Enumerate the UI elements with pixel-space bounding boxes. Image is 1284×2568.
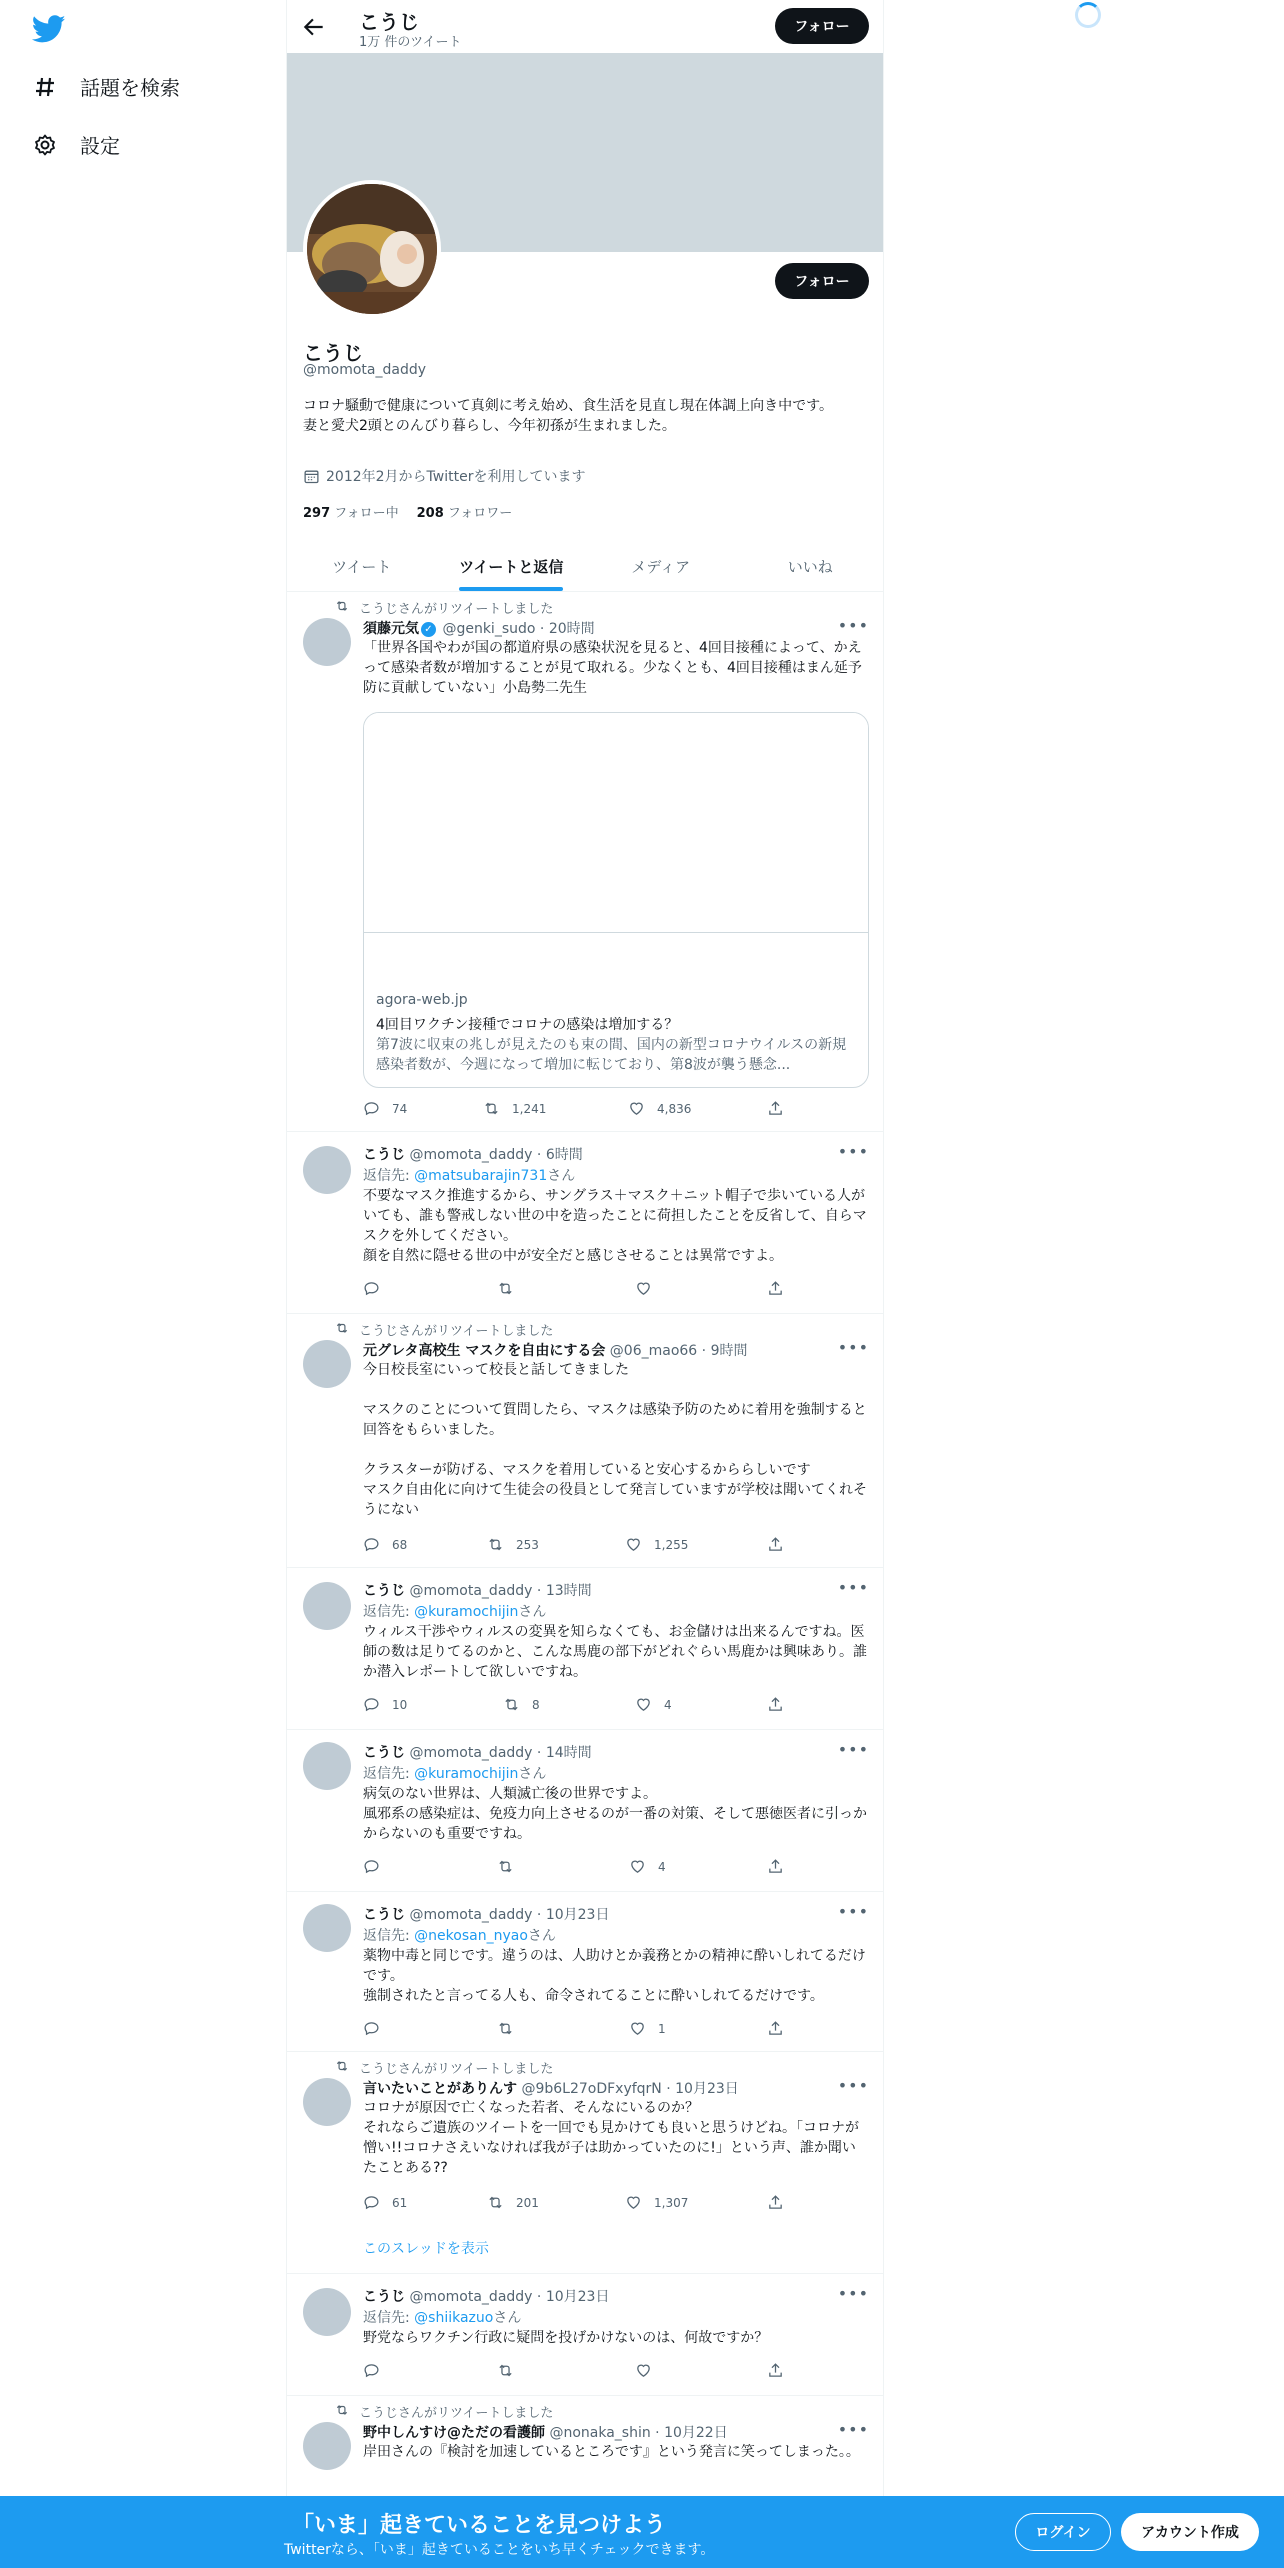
twitter-logo-icon[interactable] [32, 12, 66, 46]
bottom-bar-subtitle: Twitterなら、「いま」起きていることをいち早くチェックできます。 [284, 2542, 715, 2558]
retweet-icon [335, 599, 349, 617]
share-icon [767, 1280, 784, 1297]
author-name[interactable]: 元グレタ高校生 マスクを自由にする会 [363, 1343, 606, 1359]
retweet-count: 253 [516, 1537, 539, 1552]
profile-joined [303, 466, 585, 486]
like-button[interactable] [629, 2020, 666, 2037]
retweet-label: こうじさんがリツイートしました [359, 602, 554, 617]
tweet-time[interactable]: 6時間 [545, 1147, 583, 1163]
tweet-header: こうじ @momota_daddy · 14時間 [363, 1745, 592, 1761]
signup-bottom-bar [0, 2496, 1284, 2568]
more-options-icon[interactable]: ••• [837, 1142, 869, 1161]
author-name[interactable]: 須藤元気 [363, 621, 419, 637]
author-handle[interactable]: @9b6L27oDFxyfqrN [521, 2081, 662, 2097]
heart-icon [625, 2194, 642, 2211]
tweet-header: こうじ @momota_daddy · 10月23日 [363, 1907, 610, 1923]
share-icon [767, 1100, 784, 1117]
reply-button[interactable] [363, 2194, 407, 2211]
reply-icon [363, 2020, 380, 2037]
more-options-icon[interactable]: ••• [837, 1740, 869, 1759]
heart-icon [629, 2020, 646, 2037]
profile-header-bar [287, 0, 884, 53]
reply-icon [363, 1100, 380, 1117]
like-count: 1,307 [654, 2195, 689, 2210]
signup-button[interactable]: アカウント作成 [1121, 2513, 1259, 2551]
tab-likes[interactable]: いいね [787, 558, 833, 576]
retweet-icon [335, 2403, 349, 2421]
retweet-icon [335, 2059, 349, 2077]
reply-suffix: さん [493, 2310, 522, 2326]
heart-icon [625, 1536, 642, 1553]
tweet-text: コロナが原因で亡くなった若者、そんなにいるのか？ それならご遺族のツイートを一回でも見かけても良いと思うけどね。「コロナが憎い!!コロナさえいなければ我が子は助かっていたのに!」という声、誰か聞いたことある?? [363, 2100, 860, 2176]
like-count: 1 [658, 2021, 666, 2036]
retweet-indicator [335, 1320, 553, 1339]
tweet-5[interactable] [287, 1730, 884, 1892]
retweet-indicator [335, 598, 553, 617]
tweet-time[interactable]: 13時間 [545, 1583, 592, 1599]
retweet-indicator [335, 2402, 553, 2421]
reply-suffix: さん [527, 1928, 556, 1944]
reply-to-handle[interactable]: @kuramochijin [414, 1766, 519, 1782]
share-icon [767, 1536, 784, 1553]
tweet-text: 不要なマスク推進するから、サングラス＋マスク＋ニット帽子で歩いている人がいても、誰も警戒しない世の中を造ったことに荷担したことを反省して、自らマスクを外してください。 顔を自然に隠せる世の中が安全だと感じさせることは異常ですよ。 [363, 1188, 867, 1264]
following-link[interactable] [303, 502, 399, 521]
reply-prefix: 返信先: [363, 1766, 415, 1782]
tweet-time[interactable]: 10月23日 [675, 2081, 739, 2097]
heart-icon [628, 1100, 645, 1117]
share-icon [767, 1858, 784, 1875]
back-arrow-icon[interactable] [301, 14, 327, 40]
tweet-time[interactable]: 20時間 [548, 621, 595, 637]
tweet-header: こうじ @momota_daddy · 6時間 [363, 1147, 583, 1163]
tweet-header: こうじ @momota_daddy · 10月23日 [363, 2289, 610, 2305]
heart-icon [629, 1858, 646, 1875]
reply-count: 10 [392, 1697, 408, 1712]
reply-icon [363, 1536, 380, 1553]
tweet-text: 今日校長室にいって校長と話してきました マスクのことについて質問したら、マスクは感染予防のために着用を強制すると回答をもらいました。 クラスターが防げる、マスクを着用していると安心するかららしいです マスク自由化に向けて生徒会の役員として発言していますが学校は聞いてくれそうにない [363, 1362, 867, 1518]
reply-prefix: 返信先: [363, 2310, 415, 2326]
share-button[interactable] [767, 1536, 784, 1553]
tweet-actions [363, 2362, 803, 2382]
share-button[interactable] [767, 2020, 784, 2037]
tweet-time[interactable]: 9時間 [710, 1343, 748, 1359]
share-button[interactable] [767, 1280, 784, 1297]
author-handle[interactable]: @momota_daddy [409, 1745, 533, 1761]
like-button[interactable] [625, 2194, 688, 2211]
bottom-bar-title: 「いま」起きていることを見つけよう [292, 2513, 667, 2538]
reply-icon [363, 1696, 380, 1713]
header-tweet-count: 1万 件のツイート [359, 35, 462, 50]
reply-to [363, 1165, 575, 1185]
author-handle[interactable]: @momota_daddy [409, 1147, 533, 1163]
reply-button[interactable] [363, 2362, 380, 2379]
reply-icon [363, 1280, 380, 1297]
reply-icon [363, 1858, 380, 1875]
reply-count: 74 [392, 1101, 408, 1116]
like-button[interactable] [625, 1536, 688, 1553]
profile-name: こうじ [303, 341, 363, 365]
reply-icon [363, 2194, 380, 2211]
followers-link[interactable] [417, 502, 513, 521]
reply-prefix: 返信先: [363, 1928, 415, 1944]
retweet-label: こうじさんがリツイートしました [359, 2062, 554, 2077]
tab-media[interactable]: メディア [631, 558, 691, 576]
reply-to [363, 1763, 546, 1783]
reply-suffix: さん [518, 1766, 547, 1782]
reply-to [363, 2307, 521, 2327]
tweet-text: ウィルス干渉やウィルスの変異を知らなくても、お金儲けは出来るんですね。医師の数は足りてるのかと、こんな馬鹿の部下がどれぐらい馬鹿かは興味あり。誰か潜入レポートして欲しいですね。 [363, 1624, 867, 1680]
heart-icon [635, 1280, 652, 1297]
profile-tabs [287, 542, 884, 592]
author-handle[interactable]: @genki_sudo [442, 621, 536, 637]
retweet-icon [497, 2020, 514, 2037]
tweet-actions [363, 1100, 803, 1120]
retweet-count: 1,241 [512, 1101, 547, 1116]
avatar[interactable] [303, 1340, 351, 1388]
reply-to-handle[interactable]: @kuramochijin [414, 1604, 519, 1620]
share-button[interactable] [767, 1100, 784, 1117]
reply-button[interactable] [363, 2020, 380, 2037]
left-nav [0, 0, 286, 2568]
tweet-time[interactable]: 10月22日 [664, 2425, 728, 2441]
tweet-7[interactable] [287, 2052, 884, 2274]
like-count: 1,255 [654, 1537, 689, 1552]
more-options-icon[interactable]: ••• [837, 2076, 869, 2095]
share-button[interactable] [767, 1858, 784, 1875]
tweet-header: 須藤元気 ✓ @genki_sudo · 20時間 [363, 621, 595, 637]
author-handle[interactable]: @06_mao66 [609, 1343, 698, 1359]
hashtag-icon [32, 74, 58, 100]
reply-prefix: 返信先: [363, 1168, 415, 1184]
tweet-actions [363, 1280, 803, 1300]
tweet-actions [363, 2194, 803, 2214]
nav-settings-label: 設定 [80, 134, 120, 158]
more-options-icon[interactable]: ••• [837, 1578, 869, 1597]
reply-prefix: 返信先: [363, 1604, 415, 1620]
avatar[interactable] [303, 2422, 351, 2470]
heart-icon [635, 2362, 652, 2379]
reply-button[interactable] [363, 1100, 407, 1117]
tweet-1[interactable] [287, 592, 884, 1132]
tweet-actions [363, 1696, 803, 1716]
like-count: 4 [658, 1859, 666, 1874]
tweet-actions [363, 1858, 803, 1878]
retweet-icon [483, 1100, 500, 1117]
share-button[interactable] [767, 2362, 784, 2379]
retweet-label: こうじさんがリツイートしました [359, 2406, 554, 2421]
avatar[interactable] [303, 1742, 351, 1790]
main-column [286, 0, 884, 2568]
author-name[interactable]: 野中しんすけ@ただの看護師 [363, 2425, 545, 2441]
avatar[interactable] [303, 618, 351, 666]
tweet-text: 岸田さんの『検討を加速しているところです』という発言に笑ってしまった。。 [363, 2444, 860, 2460]
gear-icon [32, 132, 58, 158]
retweet-icon [487, 1536, 504, 1553]
reply-button[interactable] [363, 1280, 380, 1297]
tab-tweets-and-replies[interactable]: ツイートと返信 [437, 542, 587, 591]
retweet-button[interactable] [503, 1696, 540, 1713]
following-count: 297 [303, 506, 331, 521]
author-handle[interactable]: @momota_daddy [409, 2289, 533, 2305]
following-label: フォロー中 [334, 506, 399, 521]
link-card-image [364, 713, 869, 933]
nav-explore-label: 話題を検索 [80, 76, 180, 100]
verified-badge-icon: ✓ [421, 622, 436, 637]
share-icon [767, 2194, 784, 2211]
tweet-3[interactable] [287, 1314, 884, 1568]
avatar[interactable] [303, 1904, 351, 1952]
reply-to [363, 1601, 546, 1621]
author-name[interactable]: こうじ [363, 1583, 405, 1599]
reply-button[interactable] [363, 1536, 407, 1553]
reply-button[interactable] [363, 1696, 407, 1713]
nav-settings[interactable] [32, 130, 120, 159]
profile-joined-text: 2012年2月からTwitterを利用しています [326, 469, 586, 485]
tweet-8[interactable] [287, 2274, 884, 2396]
reply-to-handle[interactable]: @shiikazuo [414, 2310, 494, 2326]
reply-to-handle[interactable]: @nekosan_nyao [414, 1928, 528, 1944]
author-name[interactable]: こうじ [363, 1147, 405, 1163]
retweet-button[interactable] [497, 1858, 514, 1875]
reply-to-handle[interactable]: @matsubarajin731 [414, 1168, 548, 1184]
more-options-icon[interactable]: ••• [837, 2284, 869, 2303]
reply-count: 61 [392, 2195, 408, 2210]
tweet-text: 「世界各国やわが国の都道府県の感染状況を見ると、4回目接種によって、かえって感染者数が増加することが見て取れる。少なくとも、4回目接種はまん延予防に貢献していない」小島勢二先生 [363, 640, 862, 696]
tweet-actions [363, 2020, 803, 2040]
nav-explore[interactable] [32, 72, 180, 101]
share-icon [767, 1696, 784, 1713]
header-name: こうじ [359, 10, 419, 34]
header-follow-button[interactable]: フォロー [775, 8, 869, 44]
profile-bio: コロナ騒動で健康について真剣に考え始め、食生活を見直し現在体調上向き中です。 妻と愛犬2頭とのんびり暮らし、今年初孫が生まれました。 [303, 398, 834, 434]
tweet-2[interactable] [287, 1132, 884, 1314]
more-options-icon[interactable]: ••• [837, 2420, 869, 2439]
reply-to [363, 1925, 556, 1945]
tweet-time[interactable]: 10月23日 [545, 1907, 610, 1923]
link-card-title: 4回目ワクチン接種でコロナの感染は増加する？ [376, 1017, 679, 1033]
retweet-icon [497, 1280, 514, 1297]
more-options-icon[interactable]: ••• [837, 1338, 869, 1357]
like-button[interactable] [635, 1696, 672, 1713]
share-button[interactable] [767, 1696, 784, 1713]
reply-count: 68 [392, 1537, 408, 1552]
share-icon [767, 2362, 784, 2379]
reply-icon [363, 2362, 380, 2379]
more-options-icon[interactable]: ••• [837, 1902, 869, 1921]
author-handle[interactable]: @nonaka_shin [549, 2425, 651, 2441]
tweet-actions [363, 1536, 803, 1556]
more-options-icon[interactable]: ••• [837, 616, 869, 635]
avatar[interactable] [303, 2288, 351, 2336]
show-thread-link[interactable]: このスレッドを表示 [363, 2241, 489, 2257]
retweet-icon [497, 1858, 514, 1875]
tweet-4[interactable] [287, 1568, 884, 1730]
like-button[interactable] [635, 1280, 652, 1297]
profile-follow-button[interactable]: フォロー [775, 263, 869, 299]
tweet-header: こうじ @momota_daddy · 13時間 [363, 1583, 592, 1599]
reply-suffix: さん [547, 1168, 576, 1184]
heart-icon [635, 1696, 652, 1713]
followers-label: フォロワー [447, 506, 513, 521]
tweet-time[interactable]: 14時間 [545, 1745, 592, 1761]
retweet-count: 8 [532, 1697, 540, 1712]
like-button[interactable] [635, 2362, 652, 2379]
retweet-button[interactable] [497, 2020, 514, 2037]
share-button[interactable] [767, 2194, 784, 2211]
author-handle[interactable]: @momota_daddy [409, 1907, 533, 1923]
tab-tweets[interactable]: ツイート [332, 558, 392, 576]
login-button[interactable]: ログイン [1015, 2513, 1111, 2551]
calendar-icon [303, 468, 320, 485]
reply-button[interactable] [363, 1858, 380, 1875]
profile-handle: @momota_daddy [303, 362, 426, 378]
tweet-6[interactable] [287, 1892, 884, 2052]
reply-suffix: さん [518, 1604, 547, 1620]
tweet-text: 病気のない世界は、人類滅亡後の世界ですよ。 風邪系の感染症は、免疫力向上させるのが一番の対策、そして悪徳医者に引っかからないのも重要ですね。 [363, 1786, 867, 1842]
retweet-button[interactable] [483, 1100, 546, 1117]
tweet-header: 言いたいことがありんす @9b6L27oDFxyfqrN · 10月23日 [363, 2081, 739, 2097]
loading-spinner-icon [1075, 2, 1101, 28]
author-name[interactable]: こうじ [363, 1907, 405, 1923]
retweet-icon [497, 2362, 514, 2379]
retweet-icon [503, 1696, 520, 1713]
avatar[interactable] [303, 1582, 351, 1630]
tweet-text: 野党ならワクチン行政に疑問を投げかけないのは、何故ですか？ [363, 2330, 769, 2346]
like-button[interactable] [628, 1100, 691, 1117]
like-button[interactable] [629, 1858, 666, 1875]
retweet-count: 201 [516, 2195, 539, 2210]
retweet-button[interactable] [497, 1280, 514, 1297]
profile-avatar[interactable] [303, 180, 441, 318]
share-icon [767, 2020, 784, 2037]
avatar-photo [307, 184, 437, 314]
author-name[interactable]: 言いたいことがありんす [363, 2081, 517, 2097]
like-count: 4,836 [657, 1101, 692, 1116]
followers-count: 208 [416, 506, 444, 521]
retweet-indicator [335, 2058, 553, 2077]
link-card-description: 第7波に収束の兆しが見えたのも束の間、国内の新型コロナウイルスの新規感染者数が、今週になって増加に転じており、第8波が襲う懸念... [376, 1037, 847, 1073]
retweet-button[interactable] [487, 1536, 539, 1553]
retweet-button[interactable] [487, 2194, 539, 2211]
profile-follow-stats [303, 502, 512, 521]
link-card[interactable] [363, 712, 869, 1088]
retweet-label: こうじさんがリツイートしました [359, 1324, 554, 1339]
retweet-icon [335, 1321, 349, 1339]
retweet-icon [487, 2194, 504, 2211]
like-count: 4 [664, 1697, 672, 1712]
tweet-text: 薬物中毒と同じです。違うのは、人助けとか義務とかの精神に酔いしれてるだけです。 強制されたと言ってる人も、命令されてることに酔いしれてるだけです。 [363, 1948, 866, 2004]
tweet-time[interactable]: 10月23日 [545, 2289, 610, 2305]
avatar[interactable] [303, 2078, 351, 2126]
tweet-header: 元グレタ高校生 マスクを自由にする会 @06_mao66 · 9時間 [363, 1343, 748, 1359]
author-handle[interactable]: @momota_daddy [409, 1583, 533, 1599]
author-name[interactable]: こうじ [363, 1745, 405, 1761]
retweet-button[interactable] [497, 2362, 514, 2379]
tweet-header: 野中しんすけ@ただの看護師 @nonaka_shin · 10月22日 [363, 2425, 728, 2441]
author-name[interactable]: こうじ [363, 2289, 405, 2305]
avatar[interactable] [303, 1146, 351, 1194]
link-card-domain: agora-web.jp [376, 992, 468, 1008]
